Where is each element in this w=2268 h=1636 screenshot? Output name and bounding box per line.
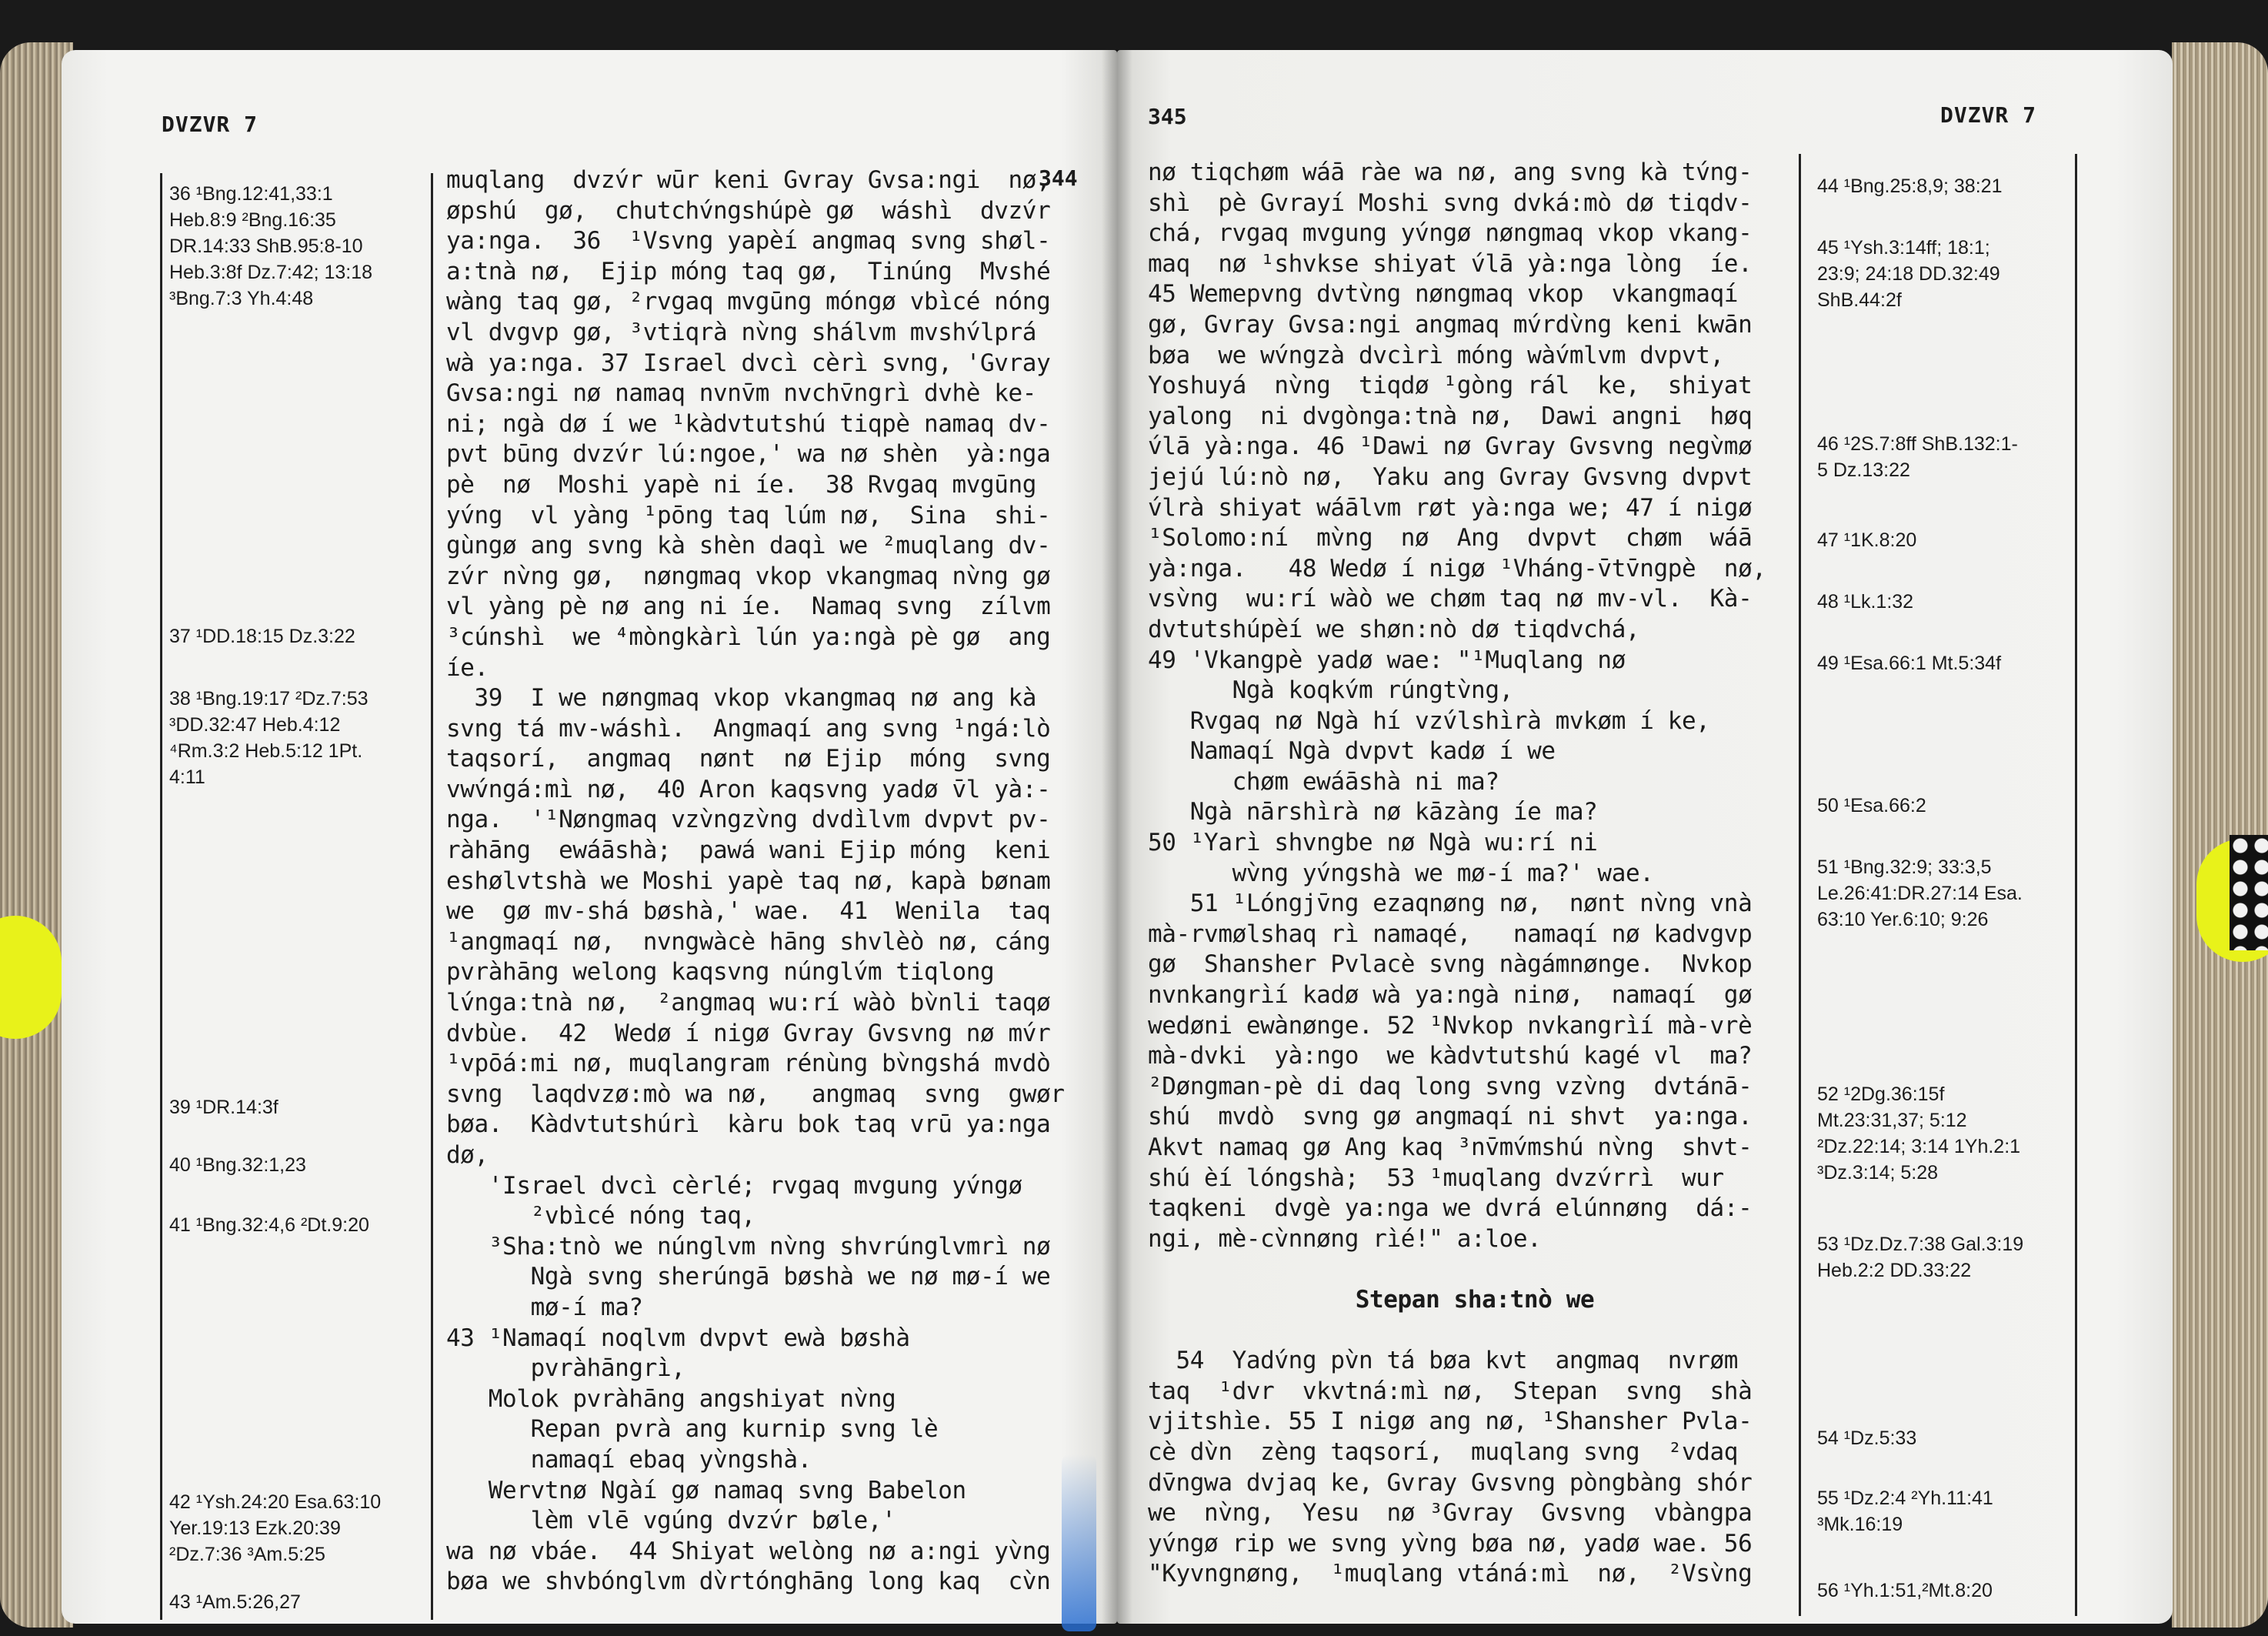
right-page	[1117, 50, 2173, 1624]
text-line: mø-í ma?	[446, 1293, 643, 1321]
text-line: svng tá mv-wáshì. Angmaqí ang svng ¹ngá:lò	[446, 714, 1051, 743]
text-line: wàng taq gø, ²rvgaq mvgūng móngø vbìcé nóng	[446, 288, 1051, 316]
text-line: pvt būng dvzv́r lú:ngoe,' wa nø shèn yà:nga	[446, 440, 1051, 469]
text-line: Rvgaq nø Ngà hí vzv́lshìrà mvkøm í ke,	[1148, 706, 1710, 735]
text-line: ³Sha:tnò we núnglvm nv̀ng shvrúnglvmrì nø	[446, 1232, 1051, 1260]
reference-entry: 49 ¹Esa.66:1 Mt.5:34f	[1817, 653, 2002, 674]
text-line: dvtutshúpèí we shøn:nò dø tiqdvchá,	[1148, 615, 1640, 643]
text-line: vjitshìe. 55 I nigø ang nø, ¹Shansher Pvla-	[1148, 1407, 1753, 1436]
text-line: chá, rvgaq mvgung yv́ngø nøngmaq vkop vkang-	[1148, 219, 1753, 248]
text-line: ¹angmaqí nø, nvngwàcè hāng shvlèò nø, cáng	[446, 927, 1051, 956]
text-line: íe.	[446, 653, 489, 682]
text-line: ràhāng ewáāshà; pawá wani Ejip móng keni	[446, 836, 1051, 865]
text-line: Repan pvrà ang kurnip svng lè	[446, 1415, 939, 1444]
blank-line	[1148, 1316, 1802, 1347]
text-line: "Kyvngnøng, ¹muqlang vtáná:mì nø, ²Vsv̀ng	[1148, 1560, 1753, 1588]
reference-rule-left-inner	[160, 173, 162, 1620]
text-line: yalong ni dvgònga:tnà nø, Dawi angni høq	[1148, 402, 1753, 430]
text-line: lèm vlē vgúng dvzv́r bøle,'	[446, 1507, 896, 1535]
section-heading: Stepan sha:tnò we	[1355, 1285, 1595, 1314]
text-line: shú èí lóngshà; 53 ¹muqlang dvzv́rrì wur	[1148, 1164, 1724, 1192]
text-line: dø,	[446, 1141, 489, 1169]
text-line: pè nø Moshi yapè ni íe. 38 Rvgaq mvgūng	[446, 470, 1037, 499]
text-line: 39 I we nøngmaq vkop vkangmaq nø ang kà	[446, 684, 1037, 713]
text-line: bøa. Kàdvtutshúrì kàru bok taq vrū ya:nga	[446, 1110, 1051, 1139]
text-line: dvbùe. 42 Wedø í nigø Gvray Gvsvng nø mv́r	[446, 1019, 1051, 1047]
text-line: vwv́ngá:mì nø, 40 Aron kaqsvng yadø v̄l yà:-	[446, 775, 1051, 803]
text-line: chøm ewáāshà ni ma?	[1148, 767, 1499, 796]
scripture-text-left	[446, 165, 1108, 1598]
running-head-left: DVZVR 7	[162, 112, 258, 137]
text-line: namaqí ebaq yv̀ngshà.	[446, 1445, 812, 1474]
text-line: yv́ngø rip we svng yv̀ng bøa nø, yadø wae. 56	[1148, 1529, 1753, 1558]
text-line: Ngà svng sherúngā bøshà we nø mø-í we	[446, 1263, 1051, 1291]
reference-entry: 42 ¹Ysh.24:20 Esa.63:10 Yer.19:13 Ezk.20:39 ²Dz.7:36 ³Am.5:25	[169, 1491, 382, 1565]
reference-entry: 56 ¹Yh.1:51,²Mt.8:20	[1817, 1580, 1993, 1601]
text-line: a:tnà nø, Ejip móng taq gø, Tinúng Mvshé	[446, 257, 1051, 285]
text-line: we gø mv-shá bøshà,' wae. 41 Wenila taq	[446, 897, 1051, 926]
reference-entry: 44 ¹Bng.25:8,9; 38:21	[1817, 175, 2003, 197]
text-line: ni; ngà dø í we ¹kàdvtutshú tiqpè namaq dv-	[446, 409, 1051, 438]
text-line: Namaqí Ngà dvpvt kadø í we	[1148, 737, 1556, 766]
text-line: zv́r nv̀ng gø, nøngmaq vkop vkangmaq nv̀ng gø	[446, 562, 1051, 590]
reference-entry: 55 ¹Dz.2:4 ²Yh.11:41 ³Mk.16:19	[1817, 1487, 1993, 1535]
text-line: wv̀ng yv́ngshà we mø-í ma?' wae.	[1148, 859, 1654, 887]
text-line: taq ¹dvr vkvtná:mì nø, Stepan svng shà	[1148, 1377, 1753, 1405]
reference-entry: 39 ¹DR.14:3f	[169, 1097, 278, 1118]
text-line: 50 ¹Yarì shvngbe nø Ngà wu:rí ni	[1148, 829, 1598, 857]
text-line: pvràhāng welong kaqsvng núnglv́m tiqlong	[446, 958, 995, 987]
reference-entry: 38 ¹Bng.19:17 ²Dz.7:53 ³DD.32:47 Heb.4:12 ⁴Rm.3:2 Heb.5:12 1Pt. 4:11	[169, 688, 369, 788]
reference-rule-right-inner	[1799, 154, 1801, 1616]
text-line: dv̄ngwa dvjaq ke, Gvray Gvsvng pòngbàng shór	[1148, 1468, 1753, 1497]
text-line: yà:nga. 48 Wedø í nigø ¹Vháng-v̄tv̄ngpè nø,	[1148, 554, 1766, 583]
text-line: Ngà koqkv́m rúngtv̀ng,	[1148, 676, 1513, 705]
text-line: yv́ng vl yàng ¹pōng taq lúm nø, Sina shi-	[446, 501, 1051, 529]
gutter-shadow	[1102, 50, 1132, 1624]
text-line: vl yàng pè nø ang ni íe. Namaq svng zílvm	[446, 593, 1051, 621]
reference-entry: 51 ¹Bng.32:9; 33:3,5 Le.26:41:DR.27:14 Esa. 63:10 Yer.6:10; 9:26	[1817, 856, 2023, 930]
reference-entry: 48 ¹Lk.1:32	[1817, 591, 1914, 613]
text-line: wa nø vbáe. 44 Shiyat welòng nø a:ngi yv̀ng	[446, 1537, 1051, 1565]
text-line: taqsorí, angmaq nønt nø Ejip móng svng	[446, 745, 1051, 773]
text-line: gø Shansher Pvlacè svng nàgámnønge. Nvkop	[1148, 950, 1753, 979]
reference-entry: 43 ¹Am.5:26,27	[169, 1591, 301, 1613]
reference-entry: 40 ¹Bng.32:1,23	[169, 1154, 306, 1176]
text-line: v́lrà shiyat wáālvm røt yà:nga we; 47 í nigø	[1148, 493, 1753, 522]
text-line: shú mvdò svng gø angmaqí ni shvt ya:nga.	[1148, 1103, 1753, 1131]
reference-entry: 37 ¹DD.18:15 Dz.3:22	[169, 626, 355, 647]
text-line: Gvsa:ngi nø namaq nvnv̄m nvchv̄ngrì dvhè ke-	[446, 379, 1037, 408]
ink-stain	[1062, 1454, 1096, 1631]
text-line: mà-rvmølshaq rì namaqé, namaqí nø kadvgvp	[1148, 920, 1753, 948]
text-line: lv́nga:tnà nø, ²angmaq wu:rí wàò bv̀nli taqø	[446, 989, 1051, 1017]
text-line: ²vbìcé nóng taq,	[446, 1202, 755, 1230]
text-line: shì pè Gvrayí Moshi svng dvká:mò dø tiqdv-	[1148, 189, 1753, 217]
text-line: Molok pvràhāng angshiyat nv̀ng	[446, 1384, 896, 1413]
text-line: jejú lú:nò nø, Yaku ang Gvray Gvsvng dvpvt	[1148, 462, 1753, 491]
text-line: svng laqdvzø:mò wa nø, angmaq svng gwør	[446, 1080, 1065, 1108]
text-line: v́lā yà:nga. 46 ¹Dawi nø Gvray Gvsvng negv̀mø	[1148, 432, 1753, 461]
text-line: gùngø ang svng kà shèn daqì we ²muqlang dv-	[446, 532, 1051, 560]
text-line: cè dv̀n zèng taqsorí, muqlang svng ²vdaq	[1148, 1437, 1739, 1466]
text-line: gø, Gvray Gvsa:ngi angmaq mv́rdv̀ng keni kwān	[1148, 310, 1753, 339]
text-line: pvràhāngrì,	[446, 1354, 685, 1383]
reference-entry: 53 ¹Dz.Dz.7:38 Gal.3:19 Heb.2:2 DD.33:22	[1817, 1234, 2024, 1281]
text-line: wà ya:nga. 37 Israel dvcì cèrì svng, 'Gvray	[446, 349, 1051, 377]
reference-entry: 45 ¹Ysh.3:14ff; 18:1; 23:9; 24:18 DD.32:49 ShB.44:2f	[1817, 237, 2000, 311]
text-line: ya:nga. 36 ¹Vsvng yapèí angmaq svng shøl-	[446, 227, 1051, 255]
text-line: 'Israel dvcì cèrlé; rvgaq mvgung yv́ngø	[446, 1171, 1022, 1200]
reference-entry: 54 ¹Dz.5:33	[1817, 1427, 1917, 1449]
text-line: 49 'Vkangpè yadø wae: "¹Muqlang nø	[1148, 646, 1626, 674]
text-line: Ngà nārshìrà nø kāzàng íe ma?	[1148, 798, 1598, 826]
text-line: Yoshuyá nv̀ng tiqdø ¹gòng rál ke, shiyat	[1148, 372, 1753, 400]
index-tab-left[interactable]	[0, 916, 62, 1039]
text-line: 54 Yadv́ng pv̀n tá bøa kvt angmaq nvrøm	[1148, 1347, 1739, 1375]
reference-rule-left-outer	[431, 173, 433, 1620]
text-line: ¹vpōá:mi nø, muqlangram rénùng bv̀ngshá mvdò	[446, 1050, 1051, 1078]
reference-entry: 52 ¹2Dg.36:15f Mt.23:31,37; 5:12 ²Dz.22:14; 3:14 1Yh.2:1 ³Dz.3:14; 5:28	[1817, 1083, 2021, 1184]
text-line: nga. '¹Nøngmaq vzv̀ngzv̀ng dvdìlvm dvpvt pv-	[446, 806, 1051, 834]
reference-entry: 41 ¹Bng.32:4,6 ²Dt.9:20	[169, 1214, 369, 1236]
text-line: øpshú gø, chutchv́ngshúpè gø wáshì dvzv́r	[446, 196, 1051, 225]
reference-entry: 36 ¹Bng.12:41,33:1 Heb.8:9 ²Bng.16:35 DR.14:33 ShB.95:8-10 Heb.3:8f Dz.7:42; 13:18 ³Bng.7:3 Yh.4:48	[169, 183, 373, 309]
text-line: ngi, mè-cv̀nnøng rìé!" a:loe.	[1148, 1224, 1542, 1253]
text-line: 51 ¹Lóngjv̄ng ezaqnøng nø, nønt nv̀ng vnà	[1148, 890, 1753, 918]
text-line: mà-dvki yà:ngo we kàdvtutshú kagé vl ma?	[1148, 1042, 1753, 1070]
text-line: Wervtnø Ngàí gø namaq svng Babelon	[446, 1476, 966, 1504]
text-line: ³cúnshì we ⁴mòngkàrì lún ya:ngà pè gø ang	[446, 623, 1051, 651]
text-line: vsv̀ng wu:rí wàò we chøm taq nø mv-vl. Kà-	[1148, 585, 1753, 613]
text-line: eshølvtshà we Moshi yapè taq nø, kapà bønam	[446, 866, 1051, 895]
reference-entry: 46 ¹2S.7:8ff ShB.132:1- 5 Dz.13:22	[1817, 433, 2018, 481]
text-line: vl dvgvp gø, ³vtiqrà nv̀ng shálvm mvshv́lprá	[446, 318, 1037, 346]
text-line: bøa we wv́ngzà dvcìrì móng wàv́mlvm dvpvt,	[1148, 341, 1724, 369]
left-page	[62, 50, 1117, 1624]
text-line: ¹Solomo:ní mv̀ng nø Ang dvpvt chøm wáā	[1148, 524, 1753, 553]
text-line: maq nø ¹shvkse shiyat v́lā yà:nga lòng íe.	[1148, 249, 1753, 278]
reference-entry: 50 ¹Esa.66:2	[1817, 795, 1926, 816]
page-number-left: 344	[1039, 165, 1078, 191]
text-line: we nv̀ng, Yesu nø ³Gvray Gvsvng vbàngpa	[1148, 1499, 1753, 1527]
reference-entry: 47 ¹1K.8:20	[1817, 529, 1917, 551]
running-head-right: DVZVR 7	[1940, 102, 2037, 128]
text-line: 43 ¹Namaqí noqlvm dvpvt ewà bøshà	[446, 1324, 910, 1352]
cross-references-left	[169, 181, 427, 1620]
text-line: bøa we shvbónglvm dv̀rtónghāng long kaq cv̀n	[446, 1568, 1051, 1596]
text-line: wedøni ewànønge. 52 ¹Nvkop nvkangrìí mà-vrè	[1148, 1011, 1753, 1040]
text-line: taqkeni dvgè ya:nga we dvrá elúnnøng dá:-	[1148, 1194, 1753, 1223]
blank-line	[1148, 1254, 1802, 1285]
text-line: 45 Wemepvng dvtv̀ng nøngmaq vkop vkangmaqí	[1148, 280, 1739, 309]
text-line: muqlang dvzv́r wūr keni Gvray Gvsa:ngi nø,	[446, 166, 1051, 194]
scripture-text-right	[1148, 158, 1802, 1590]
text-line: Akvt namaq gø Ang kaq ³nv̄mv́mshú nv̀ng shvt-	[1148, 1134, 1753, 1161]
text-line: ²Døngman-pè di daq long svng vzv̀ng dvtánā-	[1148, 1072, 1753, 1100]
text-line: nvnkangrìí kadø wà ya:ngà ninø, namaqí gø	[1148, 981, 1753, 1010]
index-tab-right-pattern	[2230, 835, 2268, 950]
page-number-right: 345	[1148, 104, 1187, 129]
text-line: nø tiqchøm wáā ràe wa nø, ang svng kà tv́ng-	[1148, 159, 1753, 186]
cross-references-right	[1817, 173, 2071, 1620]
reference-rule-right-outer	[2075, 154, 2077, 1616]
